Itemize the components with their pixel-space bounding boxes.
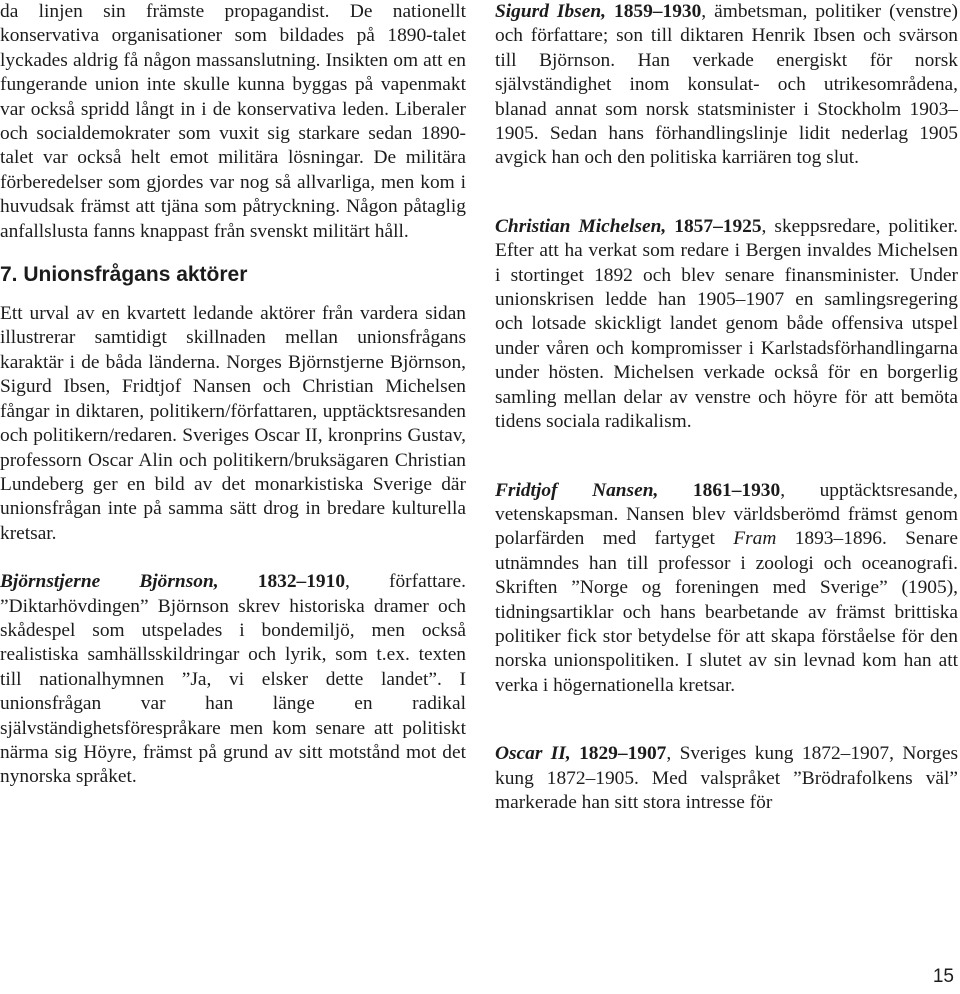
nansen-years: 1861–1930 [692,479,781,501]
ibsen-text: , ämbetsman, politiker (venstre) och författare; son till diktaren Henrik Ibsen och svärson till Björnson. Han verkade energiskt för norsk självständighet inom konsulat- och utrikesområdena, blanad annat som norsk statsminister i Stockholm 1903–1905. Sedan hans förhandlingslinje lidit nederlag 1905 avgick han och den politiska karriären tog slut. [495,1,958,169]
nansen-text-continued: 1893–1896. Senare utnämndes han till professor i zoologi och oceanografi. Skriften ”Norge og foreningen med Sverige” (1905), tidningsartiklar och hans bearbetande av främst brittiska politiker fick stor betydelse för att skapa förståelse för den norska unionspolitiken. I slutet av sin levnad kom han att verka i högernationella kretsar. [495,528,958,696]
oscar-name: Oscar II, [495,743,571,765]
ship-name: Fram [733,528,777,550]
michelsen-entry [495,215,958,435]
oscar-text: , Sveriges kung 1872–1907, Norges kung 1872–1905. Med valspråket ”Brödrafolkens väl” markerade han sitt stora intresse för [495,743,958,813]
bjornson-name: Björnstjerne Björnson, [0,571,219,593]
bjornson-entry [0,570,466,790]
nansen-entry [495,479,958,699]
section-heading: 7. Unionsfrågans aktörer [0,263,248,287]
oscar-entry [495,742,958,815]
nansen-name: Fridtjof Nansen, [495,479,659,501]
michelsen-years: 1857–1925 [674,215,762,237]
ibsen-name: Sigurd Ibsen, [495,1,606,22]
michelsen-name: Christian Michelsen, [495,215,667,237]
section-intro-paragraph: Ett urval av en kvartett ledande aktörer från vardera sidan illustrerar samtidigt skillnaden mellan unionsfrågans karaktär i de båda länderna. Norges Björnstjerne Björnson, Sigurd Ibsen, Fridtjof Nansen och Christian Michelsen fångar in diktaren, politikern/författaren, upptäcktsresanden och politikern/redaren. Sveriges Oscar II, kronprins Gustav, professorn Oscar Alin och politikern/bruksägaren Christian Lundeberg ger en bild av det monarkistiska Sverige där unionsfrågan inte på samma sätt drog in bredare kulturella kretsar. [0,303,466,544]
intro-paragraph: da linjen sin främste propagandist. De nationellt konservativa organisationer som bildades på 1890-talet lyckades aldrig få någon massanslutning. Insikten om att en fungerande union inte skulle kunna byggas på vapenmakt var också spridd långt in i de konservativa leden. Liberaler och socialdemokrater som vuxit sig starkare sedan 1890-talet var också helt emot militära lösningar. De militära förberedelser som gjordes var nog så allvarliga, men kom i huvudsak främst att tjäna som påtryckning. Någon påtaglig anfallslusta fanns knappast från svenskt militärt håll. [0,1,466,242]
right-column [495,0,958,815]
ibsen-entry [495,0,958,171]
ibsen-years: 1859–1930 [614,1,702,22]
page-number: 15 [932,966,954,987]
nansen-text: , upptäcktsresande, vetenskapsman. Nansen blev världsberömd främst genom polarfärden med fartyget [495,479,958,550]
bjornson-text: , författare. ”Diktarhövdingen” Björnson skrev historiska dramer och skådespel som utspelades i bondemiljö, men också realistiska samhällsskildringar och lyrik, som t.ex. texten till nationalhymnen ”Ja, vi elsker dette landet”. I unionsfrågan var han länge en radikal självständighetsförespråkare men kom senare att politiskt närma sig Höyre, främst på grund av sitt motstånd mot det nynorska språket. [0,571,466,788]
bjornson-years: 1832–1910 [257,571,346,593]
oscar-years: 1829–1907 [579,743,667,765]
left-column [0,0,466,790]
michelsen-text: , skeppsredare, politiker. Efter att ha verkat som redare i Bergen invaldes Michelsen i stortinget 1892 och blev senare finansminister. Under unionskrisen ledde han 1905–1907 en samlingsregering och lotsade skickligt landet genom både offensiva utspel under våren och kompromisser i Karlstadsförhandlingarna under hösten. Michelsen verkade också för en borgerlig samling mellan delar av venstre och höyre för att bemöta tidens sociala radikalism. [495,215,958,433]
